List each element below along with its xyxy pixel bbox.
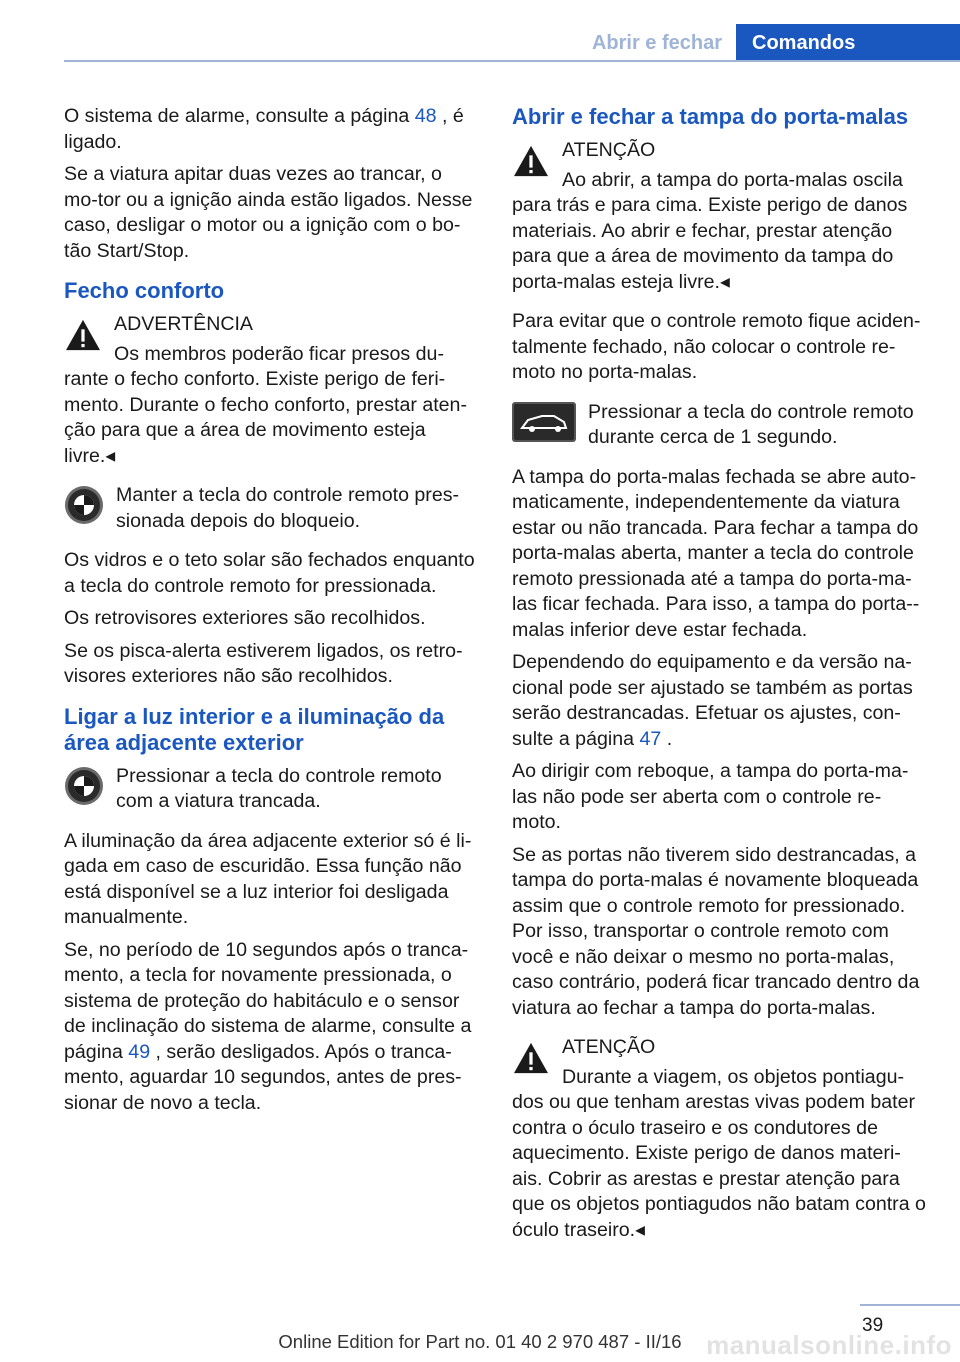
- page-link-48[interactable]: 48: [414, 105, 437, 127]
- heading-fecho-conforto: Fecho conforto: [64, 278, 225, 303]
- paragraph-trailer: Ao dirigir com reboque, a tampa do porta-ma-las não pode ser aberta com o controle re-moto.: [512, 760, 909, 833]
- remote-key-bmw-icon: [64, 485, 104, 525]
- header-divider: [64, 60, 960, 62]
- key-instruction: Manter a tecla do controle remoto pres-sionada depois do bloqueio.: [116, 484, 460, 532]
- footer-edition: Online Edition for Part no. 01 40 2 970 487 - II/16: [278, 1331, 682, 1352]
- remote-key-bmw-icon: [64, 766, 104, 806]
- warning-triangle-icon: [512, 1041, 550, 1075]
- footer-divider: [860, 1304, 960, 1306]
- right-column: [512, 104, 928, 1250]
- warning-text: Ao abrir, a tampa do porta-malas oscila para trás e para cima. Existe perigo de danos materiais. Ao abrir e fechar, prestar atenção para que a área de movimento da tampa do porta-malas esteja livre.◂: [512, 168, 908, 293]
- paragraph-avoid-lock: Para evitar que o controle remoto fique aciden-talmente fechado, não colocar o controle re-moto no porta-malas.: [512, 310, 921, 383]
- heading-luz-interior: Ligar a luz interior e a iluminação da área adjacente exterior: [64, 703, 445, 755]
- warning-text: Os membros poderão ficar presos du-rante o fecho conforto. Existe perigo de feri-mento. Durante o fecho conforto, prestar aten-ção para que a área de movimento esteja livre.◂: [64, 342, 467, 467]
- paragraph-equipment: Dependendo do equipamento e da versão na-cional pode ser ajustado se também as portas serão destrancadas. Efetuar os ajustes, con-sulte a página 47 .: [512, 651, 913, 750]
- paragraph-hazard: Se os pisca-alerta estiverem ligados, os retro-visores exteriores não são recolhidos.: [64, 639, 463, 687]
- key-instruction: Pressionar a tecla do controle remoto durante cerca de 1 segundo.: [588, 400, 914, 448]
- key-block-comfort-close: [64, 483, 480, 534]
- trunk-button-icon: [512, 402, 576, 442]
- header-section-tab: Abrir e fechar: [591, 32, 723, 54]
- warning-triangle-icon: [64, 318, 102, 352]
- warning-block-atencao-2: [512, 1035, 928, 1243]
- paragraph-doors-locked: Se as portas não tiverem sido destrancadas, a tampa do porta-malas é novamente bloqueada assim que o controle remoto for pressionado. Por isso, transportar o controle remoto com você e não deixar o mesmo no porta-malas, caso contrário, poderá ficar trancado dentro da viatura ao fechar a tampa do porta-malas.: [512, 843, 920, 1019]
- warning-block-atencao-1: [512, 138, 928, 295]
- key-instruction: Pressionar a tecla do controle remoto com a viatura trancada.: [116, 764, 442, 812]
- warning-title: ATENÇÃO: [562, 1036, 656, 1058]
- warning-block-advertencia: [64, 312, 480, 469]
- heading-tampa-porta-malas: Abrir e fechar a tampa do porta-malas: [512, 104, 909, 129]
- warning-text: Durante a viagem, os objetos pontiagu-dos ou que tenham arestas vivas podem bater contra o óculo traseiro e os condutores de aquecimento. Existe perigo de danos materi-ais. Cobrir as arestas e prestar atenção para que os objetos pontiagudos não batam contra o óculo traseiro.◂: [512, 1065, 926, 1241]
- paragraph-trunk-opens: A tampa do porta-malas fechada se abre auto-maticamente, independentemente da viatura estar ou não trancada. Para fechar a tampa do porta-malas aberta, manter a tecla do controle remoto pressionada até a tampa do porta-ma-las ficar fechada. Para isso, a tampa do porta--malas inferior deve estar fechada.: [512, 465, 920, 641]
- left-column: [64, 104, 480, 1123]
- page-number: 39: [862, 1315, 884, 1336]
- page-link-47[interactable]: 47: [639, 727, 662, 750]
- key-block-trunk: [512, 400, 928, 451]
- key-block-light: [64, 764, 480, 815]
- paragraph-alarm: O sistema de alarme, consulte a página 48 , é ligado.: [64, 105, 464, 153]
- paragraph-windows: Os vidros e o teto solar são fechados enquanto a tecla do controle remoto for pressionada.: [64, 549, 475, 597]
- warning-triangle-icon: [512, 144, 550, 178]
- warning-title: ADVERTÊNCIA: [114, 313, 254, 335]
- header-chapter-tab: Comandos: [736, 24, 960, 62]
- paragraph-mirrors: Os retrovisores exteriores são recolhidos.: [64, 607, 426, 629]
- paragraph-illumination: A iluminação da área adjacente exterior só é li-gada em caso de escuridão. Essa função não está disponível se a luz interior foi desligada manualmente.: [64, 829, 472, 928]
- paragraph-beep: Se a viatura apitar duas vezes ao trancar, o mo-tor ou a ignição ainda estão ligados. Nesse caso, desligar o motor ou a ignição com o bo-tão Start/Stop.: [64, 163, 473, 262]
- watermark-logo: manualsonline.info: [706, 1330, 952, 1360]
- warning-title: ATENÇÃO: [562, 139, 656, 161]
- page-link-49[interactable]: 49: [128, 1040, 151, 1063]
- paragraph-protection: Se, no período de 10 segundos após o tranca-mento, a tecla for novamente pressionada, o sistema de proteção do habitáculo e o sensor de inclinação do sistema de alarme, consulte a página 49 , serão desligados. Após o tranca-mento, aguardar 10 segundos, antes de pres-sionar de novo a tecla.: [64, 938, 472, 1114]
